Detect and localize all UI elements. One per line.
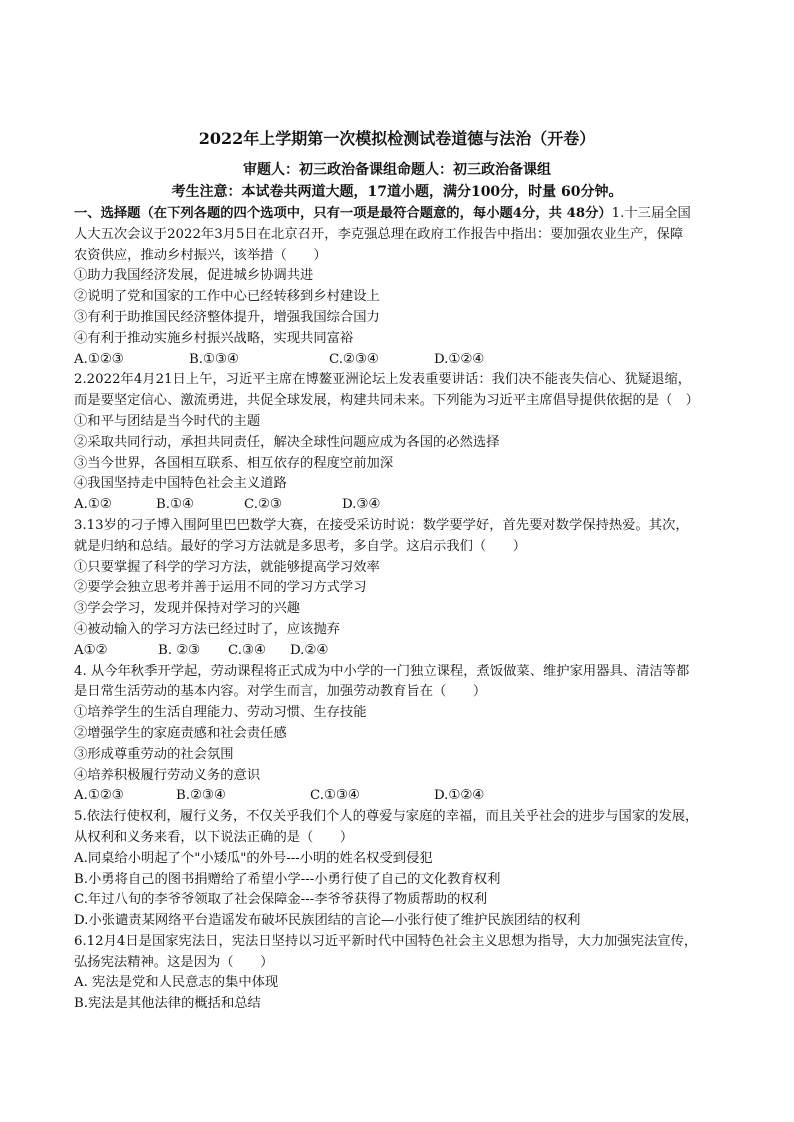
exam-content	[74, 204, 722, 1015]
question-5-line-2: 从权利和义务来看，以下说法正确的是（ ）	[74, 829, 354, 845]
q3-item-2: ②要学会独立思考并善于运用不同的学习方式学习	[74, 580, 367, 596]
q2-item-1: ①和平与团结是当今时代的主题	[74, 413, 261, 429]
section-heading: 一、选择题（在下列各题的四个选项中，只有一项是最符合题意的，每小题4分，共 48分）	[74, 206, 612, 221]
q4-item-4: ④培养积极履行劳动义务的意识	[74, 767, 261, 783]
section-heading-line	[74, 204, 722, 225]
question-3-line-2: 就是归纳和总结。最好的学习方法就是多思考，多自学。这启示我们（ ）	[74, 538, 527, 554]
q6-item-a: A. 宪法是党和人民意志的集中体现	[74, 975, 279, 991]
q4-options	[74, 786, 722, 807]
question-1-line-2: 人大五次会议于2022年3月5日在北京召开，李克强总理在政府工作报告中指出：要加强农业生产，保障	[74, 226, 684, 242]
q3-option-b: B. ②③	[158, 642, 201, 658]
question-4-line-2: 是日常生活劳动的基本内容。对学生而言，加强劳动教育旨在（ ）	[74, 684, 487, 700]
q5-item-c: C.年过八旬的李爷爷领取了社会保障金---李爷爷获得了物质帮助的权利	[74, 892, 488, 908]
q3-item-1: ①只要掌握了科学的学习方法，就能够提高学习效率	[74, 559, 380, 575]
exam-notice: 考生注意：本试卷共两道大题，17道小题，满分100分，时量 60分钟。	[171, 184, 623, 200]
q2-item-2: ②采取共同行动，承担共同责任，解决全球性问题应成为各国的必然选择	[74, 434, 500, 450]
question-5-line-1: 5.依法行使权利，履行义务，不仅关乎我们个人的尊爱与家庭的幸福，而且关乎社会的进步与国家的发展，	[74, 809, 699, 825]
q3-option-a: A①②	[74, 642, 108, 658]
q1-option-d: D.①②④	[434, 351, 485, 367]
exam-title: 2022年上学期第一次模拟检测试卷道德与法治（开卷）	[198, 129, 596, 148]
q5-item-d: D.小张谴责某网络平台造谣发布破坏民族团结的言论—小张行使了维护民族团结的权利	[74, 913, 581, 929]
q1-item-1: ①助力我国经济发展，促进城乡协调共进	[74, 268, 314, 284]
question-6-line-2: 弘扬宪法精神。这是因为（ ）	[74, 954, 274, 970]
q1-options	[74, 350, 722, 371]
question-4-line-1: 4. 从今年秋季开学起，劳动课程将正式成为中小学的一门独立课程，煮饭做菜、维护家用器具、清洁等都	[74, 663, 690, 679]
q6-item-b: B.宪法是其他法律的概括和总结	[74, 996, 261, 1012]
q4-option-c: C.①③④	[310, 788, 360, 804]
q2-option-b: B.①④	[156, 497, 194, 513]
q1-item-4: ④有利于推动实施乡村振兴战略，实现共同富裕	[74, 330, 354, 346]
question-2-line-2: 而是要坚定信心、激流勇进，共促全球发展，构建共同未来。下列能为习近平主席倡导提供依据的是（ ）	[74, 393, 699, 409]
q3-option-d: D.②④	[290, 642, 329, 658]
q4-option-b: B.②③④	[176, 788, 226, 804]
q1-item-2: ②说明了党和国家的工作中心已经转移到乡村建设上	[74, 289, 380, 305]
q4-option-a: A.①②③	[74, 788, 124, 804]
question-2-line-1: 2.2022年4月21日上午，习近平主席在博鳌亚洲论坛上发表重要讲话：我们决不能丧失信心、犹疑退缩，	[74, 372, 692, 388]
q2-item-3: ③当今世界，各国相互联系、相互依存的程度空前加深	[74, 455, 394, 471]
q1-option-a: A.①②③	[74, 351, 124, 367]
q3-item-3: ③学会学习，发现并保持对学习的兴趣	[74, 601, 301, 617]
q1-item-3: ③有利于助推国民经济整体提升，增强我国综合国力	[74, 309, 380, 325]
q2-item-4: ④我国坚持走中国特色社会主义道路	[74, 476, 287, 492]
q5-item-a: A.同桌给小明起了个"小矮瓜"的外号---小明的姓名权受到侵犯	[74, 850, 433, 866]
q4-item-2: ②增强学生的家庭责感和社会责任感	[74, 725, 287, 741]
q2-options	[74, 495, 722, 516]
q1-option-c: C.②③④	[329, 351, 379, 367]
q4-item-1: ①培养学生的生活自理能力、劳动习惯、生存技能	[74, 705, 367, 721]
q2-option-d: D.③④	[342, 497, 381, 513]
q5-item-b: B.小勇将自己的图书捐赠给了希望小学---小勇行使了自己的文化教育权利	[74, 871, 501, 887]
question-1-line-3: 农资供应，推动乡村振兴，该举措（ ）	[74, 247, 327, 263]
question-6-line-1: 6.12月4日是国家宪法日，宪法日坚持以习近平新时代中国特色社会主义思想为指导，大力加强宪法宣传，	[74, 933, 698, 949]
q3-item-4: ④被动输入的学习方法已经过时了，应该抛弃	[74, 621, 340, 637]
q4-item-3: ③形成尊重劳动的社会氛围	[74, 746, 234, 762]
q3-options	[74, 641, 722, 662]
exam-reviewers: 审题人：初三政治备课组命题人：初三政治备课组	[243, 162, 551, 178]
question-3-line-1: 3.13岁的刁子博入围阿里巴巴数学大赛，在接受采访时说：数学要学好，首先要对数学保持热爱。其次，	[74, 517, 689, 533]
q4-option-d: D.①②④	[434, 788, 485, 804]
q2-option-c: C.②③	[244, 497, 282, 513]
q3-option-c: C.③④	[228, 642, 266, 658]
q1-option-b: B.①③④	[189, 351, 239, 367]
question-1-start: 1.十三届全国	[611, 206, 691, 221]
q2-option-a: A.①②	[74, 497, 112, 513]
